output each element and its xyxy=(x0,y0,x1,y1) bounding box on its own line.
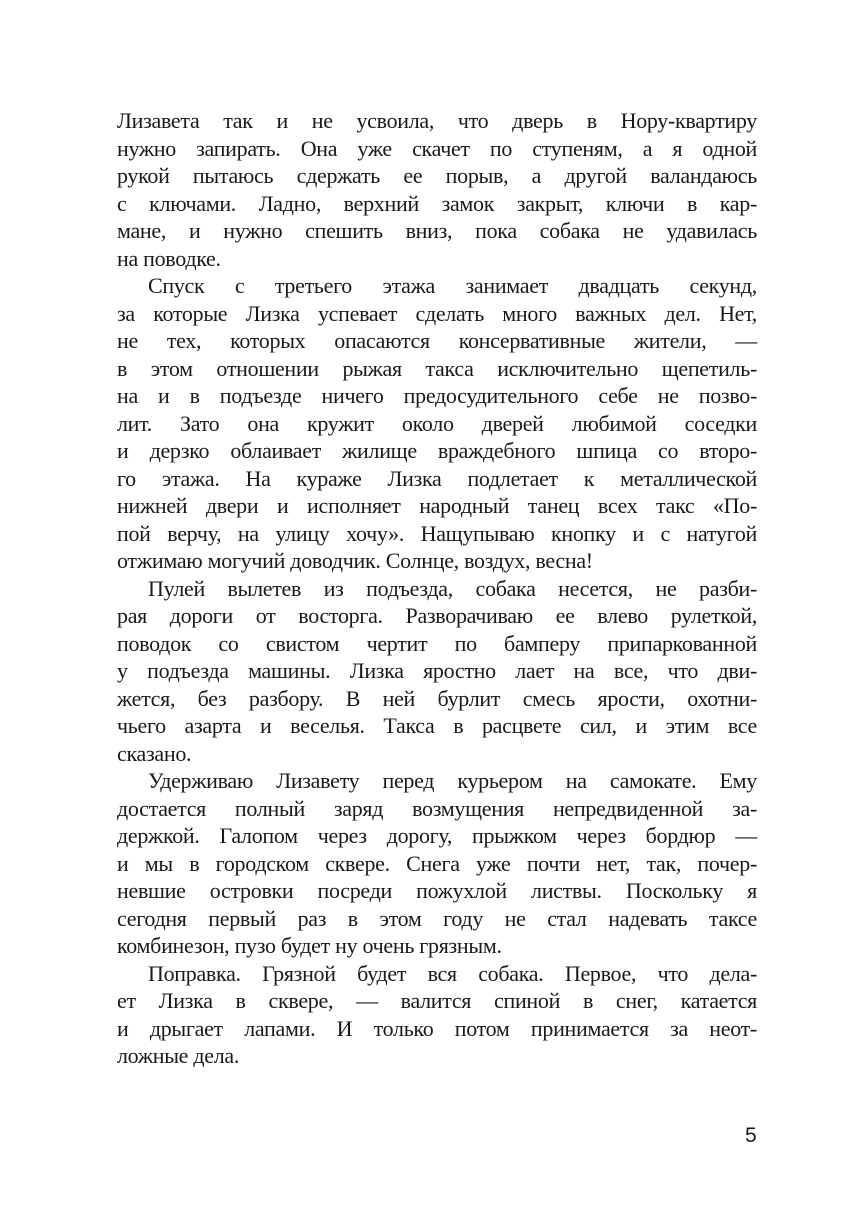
paragraph xyxy=(117,960,757,1070)
text-line: го этажа. На кураже Лизка подлетает к металлической xyxy=(117,465,757,491)
text-line: и дерзко облаивает жилище враждебного шпица со второ- xyxy=(117,438,757,463)
text-line: сказано. xyxy=(117,740,192,766)
text-line: нужно запирать. Она уже скачет по ступеням, а я одной xyxy=(117,135,757,161)
text-line: поводок со свистом чертит по бамперу припаркованной xyxy=(117,630,757,656)
text-line: с ключами. Ладно, верхний замок закрыт, ключи в кар- xyxy=(117,190,757,216)
text-line: у подъезда машины. Лизка яростно лает на все, что дви- xyxy=(117,658,757,683)
text-line: комбинезон, пузо будет ну очень грязным. xyxy=(117,933,502,958)
text-line: жется, без разбору. В ней бурлит смесь ярости, охотни- xyxy=(117,685,757,711)
paragraph xyxy=(117,767,757,960)
text-line: Лизавета так и не усвоила, что дверь в Нору-квартиру xyxy=(117,108,757,133)
text-line: ложные дела. xyxy=(117,1043,240,1068)
text-line: Спуск с третьего этажа занимает двадцать секунд, xyxy=(148,273,757,298)
text-line: Поправка. Грязной будет вся собака. Первое, что дела- xyxy=(148,960,757,986)
paragraph xyxy=(117,107,757,272)
text-line: сегодня первый раз в этом году не стал надевать таксе xyxy=(117,905,757,931)
text-line: рукой пытаюсь сдержать ее порыв, а другой валандаюсь xyxy=(117,163,757,188)
text-line: в этом отношении рыжая такса исключительно щепетиль- xyxy=(117,355,757,381)
text-line: Пулей вылетев из подъезда, собака несется, не разби- xyxy=(148,575,757,601)
text-line: пой верчу, на улицу хочу». Нащупываю кнопку и с натугой xyxy=(117,520,757,546)
body-text xyxy=(117,107,757,1070)
text-line: нижней двери и исполняет народный танец всех такс «По- xyxy=(117,493,757,518)
text-line: за которые Лизка успевает сделать много важных дел. Нет, xyxy=(117,300,757,326)
text-line: держкой. Галопом через дорогу, прыжком через бордюр — xyxy=(117,823,757,848)
text-line: и дрыгает лапами. И только потом принимается за неот- xyxy=(117,1015,757,1041)
paragraph xyxy=(117,272,757,575)
text-line: лит. Зато она кружит около дверей любимой соседки xyxy=(117,410,757,436)
paragraph xyxy=(117,575,757,768)
text-line: невшие островки посреди пожухлой листвы. Поскольку я xyxy=(117,878,757,903)
text-line: чьего азарта и веселья. Такса в расцвете сил, и этим все xyxy=(117,713,757,738)
text-line: на и в подъезде ничего предосудительного себе не позво- xyxy=(117,383,757,408)
text-line: и мы в городском сквере. Снега уже почти нет, так, почер- xyxy=(117,850,757,876)
text-line: отжимаю могучий доводчик. Солнце, воздух, весна! xyxy=(117,548,593,573)
text-line: Удерживаю Лизавету перед курьером на самокате. Ему xyxy=(148,768,757,793)
text-line: мане, и нужно спешить вниз, пока собака не удавилась xyxy=(117,218,757,243)
text-line: достается полный заряд возмущения непредвиденной за- xyxy=(117,795,757,821)
text-line: на поводке. xyxy=(117,245,221,271)
text-line: не тех, которых опасаются консервативные жители, — xyxy=(117,328,757,353)
text-line: рая дороги от восторга. Разворачиваю ее влево рулеткой, xyxy=(117,603,757,628)
text-line: ет Лизка в сквере, — валится спиной в снег, катается xyxy=(117,988,757,1013)
page-number: 5 xyxy=(745,1124,757,1147)
